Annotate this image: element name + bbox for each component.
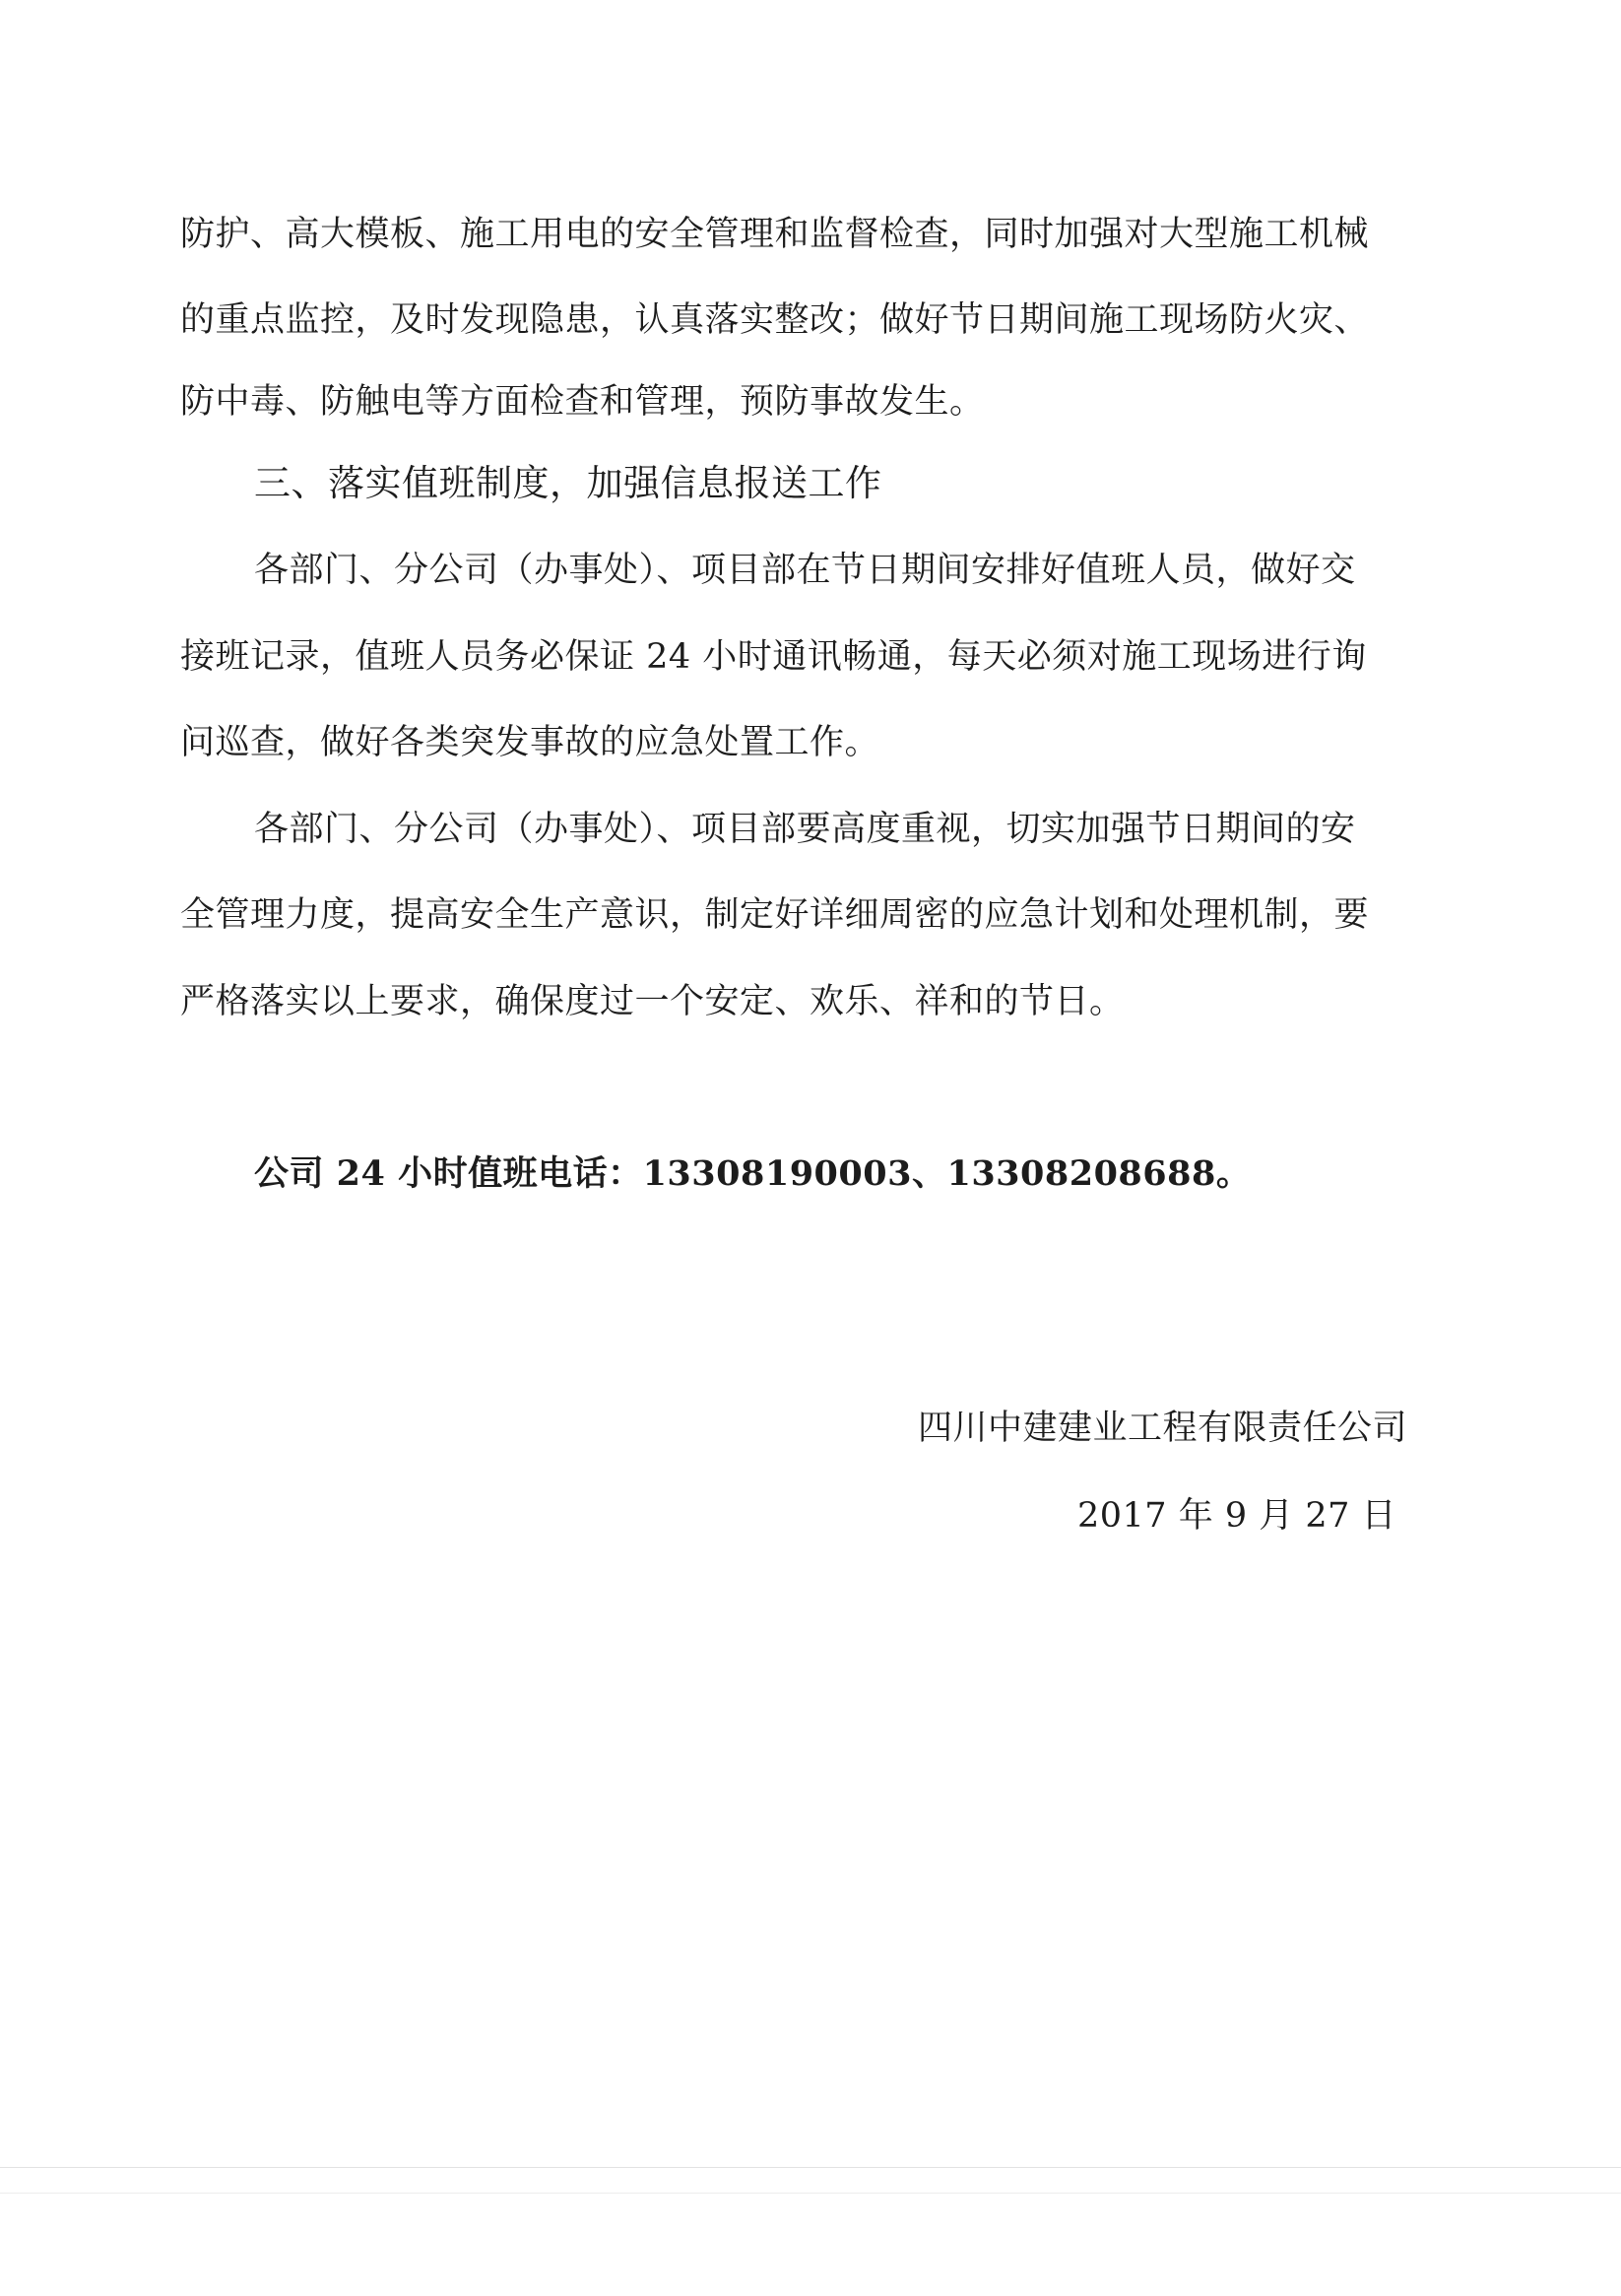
paragraph-line: 全管理力度，提高安全生产意识，制定好详细周密的应急计划和处理机制，要 xyxy=(180,895,1370,935)
paragraph-line: 各部门、分公司（办事处）、项目部要高度重视，切实加强节日期间的安 xyxy=(254,810,1356,849)
duty-hotline: 公司 24 小时值班电话：13308190003、13308208688。 xyxy=(254,1153,1252,1194)
section-heading-text: 三、落实值班制度，加强信息报送工作 xyxy=(254,462,882,504)
signature-company: 四川中建建业工程有限责任公司 xyxy=(918,1409,1408,1448)
signature-date: 2017 年 9 月 27 日 xyxy=(1077,1496,1397,1536)
paragraph-line: 的重点监控，及时发现隐患，认真落实整改；做好节日期间施工现场防火灾、 xyxy=(180,300,1370,340)
section-heading xyxy=(254,462,882,505)
paragraph-line: 各部门、分公司（办事处）、项目部在节日期间安排好值班人员，做好交 xyxy=(254,551,1356,590)
paragraph-line: 防中毒、防触电等方面检查和管理，预防事故发生。 xyxy=(180,382,985,422)
scan-edge-line xyxy=(0,2167,1621,2168)
paragraph-line: 问巡查，做好各类突发事故的应急处置工作。 xyxy=(180,723,880,762)
paragraph-line: 接班记录，值班人员务必保证 24 小时通讯畅通，每天必须对施工现场进行询 xyxy=(180,637,1367,677)
paragraph-line: 严格落实以上要求，确保度过一个安定、欢乐、祥和的节日。 xyxy=(180,982,1125,1021)
paragraph-line: 防护、高大模板、施工用电的安全管理和监督检查，同时加强对大型施工机械 xyxy=(180,215,1370,254)
scan-edge-line xyxy=(0,2193,1621,2194)
